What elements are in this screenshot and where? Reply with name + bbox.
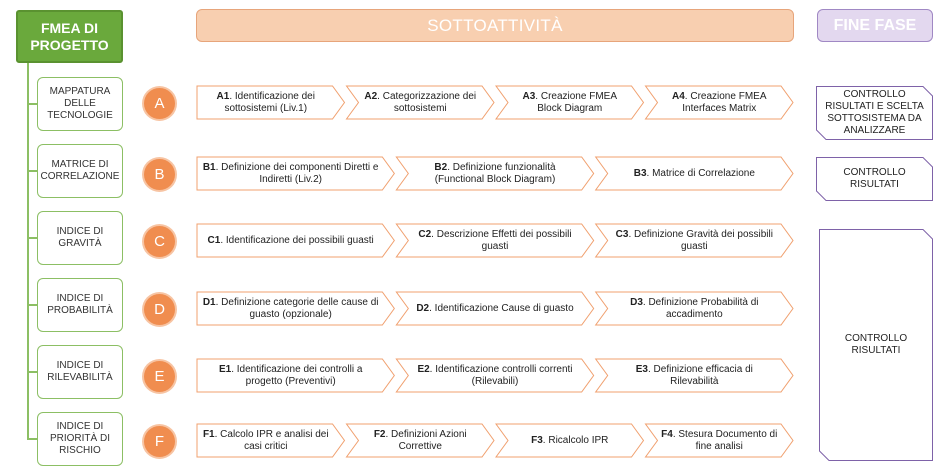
phase-letter-circle: A	[144, 88, 175, 119]
subactivity-chevron-row	[196, 157, 794, 191]
subactivity-step-d3	[611, 292, 778, 326]
category-label-line: GRAVITÀ	[58, 238, 102, 249]
subactivity-step-b2	[411, 157, 578, 191]
root-label-line1: FMEA DI	[40, 19, 99, 36]
category-label-line: MAPPATURA	[49, 86, 111, 97]
step-description: . Definizione efficacia di Rilevabilità	[648, 364, 753, 387]
step-code: D2	[416, 303, 430, 314]
subactivity-step-e1	[202, 359, 379, 393]
fine-fase-box-text: CONTROLLO RISULTATI	[843, 167, 906, 190]
subactivity-chevron-row	[196, 224, 794, 258]
step-description: . Definizioni Azioni Correttive	[385, 429, 467, 452]
subactivity-step-e3	[611, 359, 778, 393]
step-code: C2	[418, 229, 432, 240]
category-label-line: INDICE DI	[56, 421, 104, 432]
step-code: D1	[202, 297, 216, 308]
step-description: . Identificazione dei possibili guasti	[220, 235, 374, 246]
category-label-line: INDICE DI	[56, 293, 104, 304]
category-label-line: CORRELAZIONE	[40, 171, 120, 182]
category-label-line: RISCHIO	[59, 445, 101, 456]
step-code: B1	[202, 162, 216, 173]
root-node-fmea-di-progetto	[16, 10, 123, 63]
subactivity-step-d1	[202, 292, 379, 326]
subactivity-step-c1	[202, 224, 379, 258]
subactivity-step-a2	[362, 86, 480, 120]
phase-letter-circle: E	[144, 361, 175, 392]
step-description: . Descrizione Effetti dei possibili guasti	[431, 229, 572, 252]
tree-trunk-line	[27, 63, 29, 438]
step-description: . Stesura Documento di fine analisi	[672, 429, 778, 452]
step-code: C3	[615, 229, 629, 240]
step-description: . Definizione Probabilità di accadimento	[642, 297, 759, 320]
subactivity-step-b1	[202, 157, 379, 191]
category-label-line: MATRICE DI	[51, 159, 109, 170]
subactivity-step-c2	[411, 224, 578, 258]
step-code: A2	[364, 91, 378, 102]
step-code: F2	[373, 429, 386, 440]
step-code: A4	[672, 91, 685, 102]
step-description: . Calcolo IPR e analisi dei casi critici	[214, 429, 329, 452]
subactivity-step-f2	[362, 424, 480, 458]
subactivity-step-a4	[661, 86, 779, 120]
subactivity-chevron-row	[196, 86, 794, 120]
category-label-line: INDICE DI	[56, 360, 104, 371]
step-code: B2	[434, 162, 448, 173]
step-code: F4	[661, 429, 673, 440]
step-code: E1	[218, 364, 232, 375]
step-description: . Identificazione dei controlli a progetto (Preventivi)	[231, 364, 363, 387]
category-label-line: PRIORITÀ DI	[49, 433, 110, 444]
step-code: A1	[216, 91, 230, 102]
step-description: . Identificazione Cause di guasto	[429, 303, 574, 314]
subactivity-step-c3	[611, 224, 778, 258]
subactivity-step-b3	[611, 157, 778, 191]
category-label-line: RILEVABILITÀ	[47, 372, 113, 383]
category-box-c	[37, 211, 123, 265]
subactivity-step-f4	[661, 424, 779, 458]
subactivity-chevron-row	[196, 292, 794, 326]
subactivity-step-f3	[511, 424, 629, 458]
header-fine-fase: FINE FASE	[817, 9, 933, 42]
fine-fase-box-text: CONTROLLO RISULTATI E SCELTA SOTTOSISTEMA DA ANALIZZARE	[825, 89, 924, 136]
step-description: . Identificazione dei sottosistemi (Liv.1)	[224, 91, 315, 114]
step-description: . Creazione FMEA Block Diagram	[535, 91, 617, 114]
category-box-d	[37, 278, 123, 332]
category-label-line: DELLE	[64, 98, 96, 109]
step-code: E3	[635, 364, 648, 375]
step-description: . Matrice di Correlazione	[646, 168, 755, 179]
step-description: . Definizione funzionalità (Functional Block Diagram)	[434, 162, 556, 185]
category-box-a	[37, 77, 123, 131]
step-description: . Definizione dei componenti Diretti e Indiretti (Liv.2)	[215, 162, 379, 185]
root-label-line2: PROGETTO	[30, 36, 109, 53]
step-description: . Definizione categorie delle cause di guasto (opzionale)	[215, 297, 379, 320]
step-code: F1	[202, 429, 215, 440]
phase-letter-circle: B	[144, 159, 175, 190]
subactivity-step-f1	[202, 424, 330, 458]
step-code: C1	[207, 235, 221, 246]
phase-letter-circle: C	[144, 226, 175, 257]
step-description: . Creazione FMEA Interfaces Matrix	[682, 91, 767, 114]
subactivity-step-a3	[511, 86, 629, 120]
subactivity-chevron-row	[196, 359, 794, 393]
category-box-b	[37, 144, 123, 198]
step-code: E2	[417, 364, 430, 375]
step-description: . Ricalcolo IPR	[542, 435, 609, 446]
header-sottoattivita: SOTTOATTIVITÀ	[196, 9, 794, 42]
step-description: . Definizione Gravità dei possibili guasti	[628, 229, 773, 252]
step-description: . Identificazione controlli correnti (Rilevabili)	[429, 364, 573, 387]
subactivity-chevron-row	[196, 424, 794, 458]
category-label-line: TECNOLOGIE	[47, 110, 113, 121]
step-code: B3	[633, 168, 647, 179]
step-code: D3	[630, 297, 643, 308]
category-label-line: INDICE DI	[56, 226, 104, 237]
subactivity-step-a1	[202, 86, 330, 120]
category-box-e	[37, 345, 123, 399]
step-description: . Categorizzazione dei sottosistemi	[377, 91, 477, 114]
category-box-f	[37, 412, 123, 466]
step-code: A3	[522, 91, 536, 102]
category-label-line: PROBABILITÀ	[47, 305, 113, 316]
subactivity-step-e2	[411, 359, 578, 393]
phase-letter-circle: F	[144, 426, 175, 457]
subactivity-step-d2	[411, 292, 578, 326]
phase-letter-circle: D	[144, 294, 175, 325]
fine-fase-box-text: CONTROLLO RISULTATI	[844, 333, 908, 356]
step-code: F3	[531, 435, 543, 446]
